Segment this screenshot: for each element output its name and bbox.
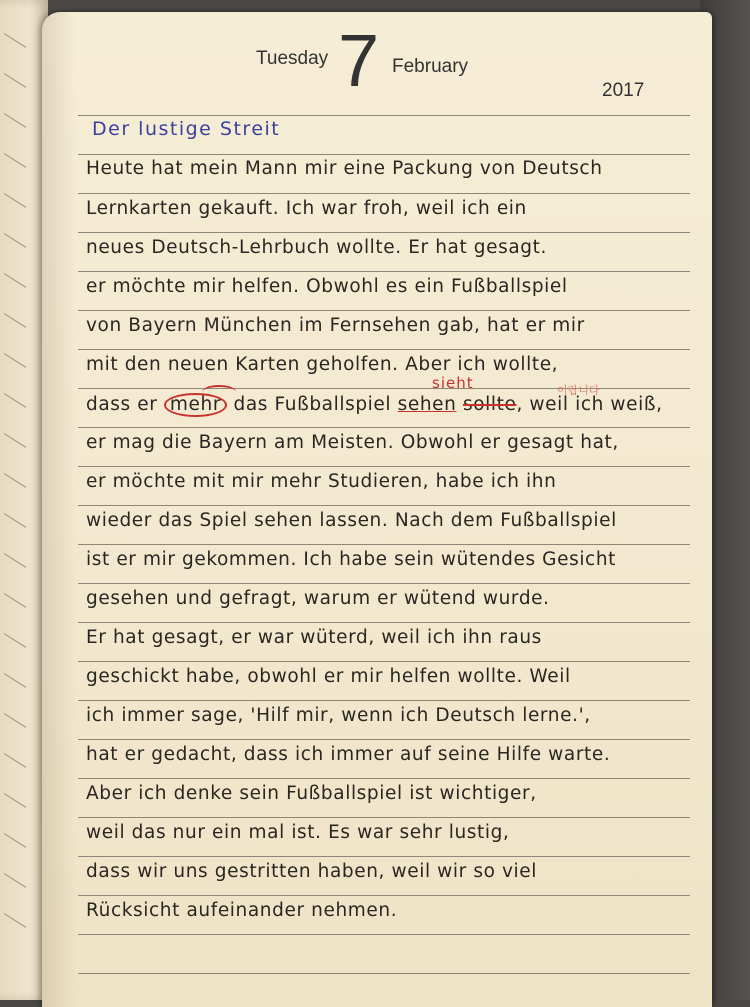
- page-line-mark: [4, 833, 27, 848]
- ruled-line: [78, 193, 690, 194]
- page-line-mark: [4, 273, 27, 288]
- day-number: 7: [338, 19, 380, 102]
- corrected-text-line: [86, 393, 686, 427]
- year-label: 2017: [602, 80, 645, 101]
- page-line-mark: [4, 473, 27, 488]
- text-line: ich immer sage, 'Hilf mir, wenn ich Deutsch lerne.',: [86, 705, 591, 726]
- ruled-line: [78, 271, 690, 272]
- ruled-line: [78, 154, 690, 155]
- page-line-mark: [4, 353, 27, 368]
- page-line-mark: [4, 793, 27, 808]
- diary-page: [42, 12, 712, 1007]
- page-line-mark: [4, 233, 27, 248]
- date-header: [42, 12, 712, 122]
- ruled-line: [78, 544, 690, 545]
- ruled-line: [78, 739, 690, 740]
- page-line-mark: [4, 393, 27, 408]
- text-line: hat er gedacht, dass ich immer auf seine Hilfe warte.: [86, 744, 611, 765]
- page-line-mark: [4, 633, 27, 648]
- page-line-mark: [4, 433, 27, 448]
- facing-page-edge: [0, 0, 48, 1000]
- text-line: gesehen und gefragt, warum er wütend wurde.: [86, 588, 550, 609]
- text-line: wieder das Spiel sehen lassen. Nach dem Fußballspiel: [86, 510, 617, 531]
- text-line: ist er mir gekommen. Ich habe sein wütendes Gesicht: [86, 549, 617, 570]
- line-segment: dass er: [86, 394, 164, 415]
- page-line-mark: [4, 753, 27, 768]
- page-line-mark: [4, 153, 27, 168]
- text-line: er mag die Bayern am Meisten. Obwohl er gesagt hat,: [86, 432, 619, 453]
- ruled-line: [78, 700, 690, 701]
- text-line: neues Deutsch-Lehrbuch wollte. Er hat gesagt.: [86, 237, 547, 258]
- text-line: Heute hat mein Mann mir eine Packung von Deutsch: [86, 158, 603, 179]
- page-line-mark: [4, 913, 27, 928]
- text-line: geschickt habe, obwohl er mir helfen wollte. Weil: [86, 666, 571, 687]
- page-line-mark: [4, 313, 27, 328]
- page-line-mark: [4, 553, 27, 568]
- text-line: Aber ich denke sein Fußballspiel ist wichtiger,: [86, 783, 537, 804]
- faint-annotation: 이랍니다: [557, 384, 600, 397]
- line-segment: das Fußballspiel: [227, 394, 398, 415]
- ruled-line: [78, 817, 690, 818]
- ruled-line: [78, 115, 690, 116]
- text-line: Lernkarten gekauft. Ich war froh, weil ich ein: [86, 198, 527, 219]
- correction-mark: [202, 385, 236, 399]
- page-line-mark: [4, 593, 27, 608]
- ruled-line: [78, 934, 690, 935]
- ruled-line: [78, 973, 690, 974]
- text-line: dass wir uns gestritten haben, weil wir so viel: [86, 861, 537, 882]
- page-line-mark: [4, 73, 27, 88]
- correction-annotation: sieht: [432, 374, 474, 392]
- ruled-line: [78, 778, 690, 779]
- page-line-mark: [4, 713, 27, 728]
- text-line: Rücksicht aufeinander nehmen.: [86, 900, 398, 921]
- ruled-line: [78, 583, 690, 584]
- month-label: February: [392, 56, 469, 77]
- page-line-mark: [4, 873, 27, 888]
- ruled-line: [78, 856, 690, 857]
- text-line: weil das nur ein mal ist. Es war sehr lustig,: [86, 822, 510, 843]
- page-line-mark: [4, 193, 27, 208]
- ruled-line: [78, 349, 690, 350]
- text-line: von Bayern München im Fernsehen gab, hat er mir: [86, 315, 585, 336]
- underlined-word: sehen: [397, 394, 457, 415]
- entry-title: Der lustige Streit: [92, 118, 281, 140]
- text-line: Er hat gesagt, er war wüterd, weil ich ihn raus: [86, 627, 542, 648]
- page-line-mark: [4, 113, 27, 128]
- ruled-line: [78, 427, 690, 428]
- page-line-mark: [4, 673, 27, 688]
- ruled-line: [78, 622, 690, 623]
- text-line: mit den neuen Karten geholfen. Aber ich wollte,: [86, 354, 559, 375]
- ruled-line: [78, 895, 690, 896]
- page-line-mark: [4, 513, 27, 528]
- circled-word: mehr: [164, 393, 227, 417]
- ruled-line: [78, 661, 690, 662]
- text-line: er möchte mir helfen. Obwohl es ein Fußballspiel: [86, 276, 568, 297]
- ruled-line: [78, 466, 690, 467]
- page-line-mark: [4, 33, 27, 48]
- line-segment: , weil ich weiß,: [516, 394, 663, 415]
- text-line: er möchte mit mir mehr Studieren, habe ich ihn: [86, 471, 557, 492]
- ruled-line: [78, 505, 690, 506]
- struck-word: sollte: [462, 394, 517, 415]
- weekday-label: Tuesday: [256, 48, 329, 69]
- ruled-line: [78, 310, 690, 311]
- ruled-line: [78, 232, 690, 233]
